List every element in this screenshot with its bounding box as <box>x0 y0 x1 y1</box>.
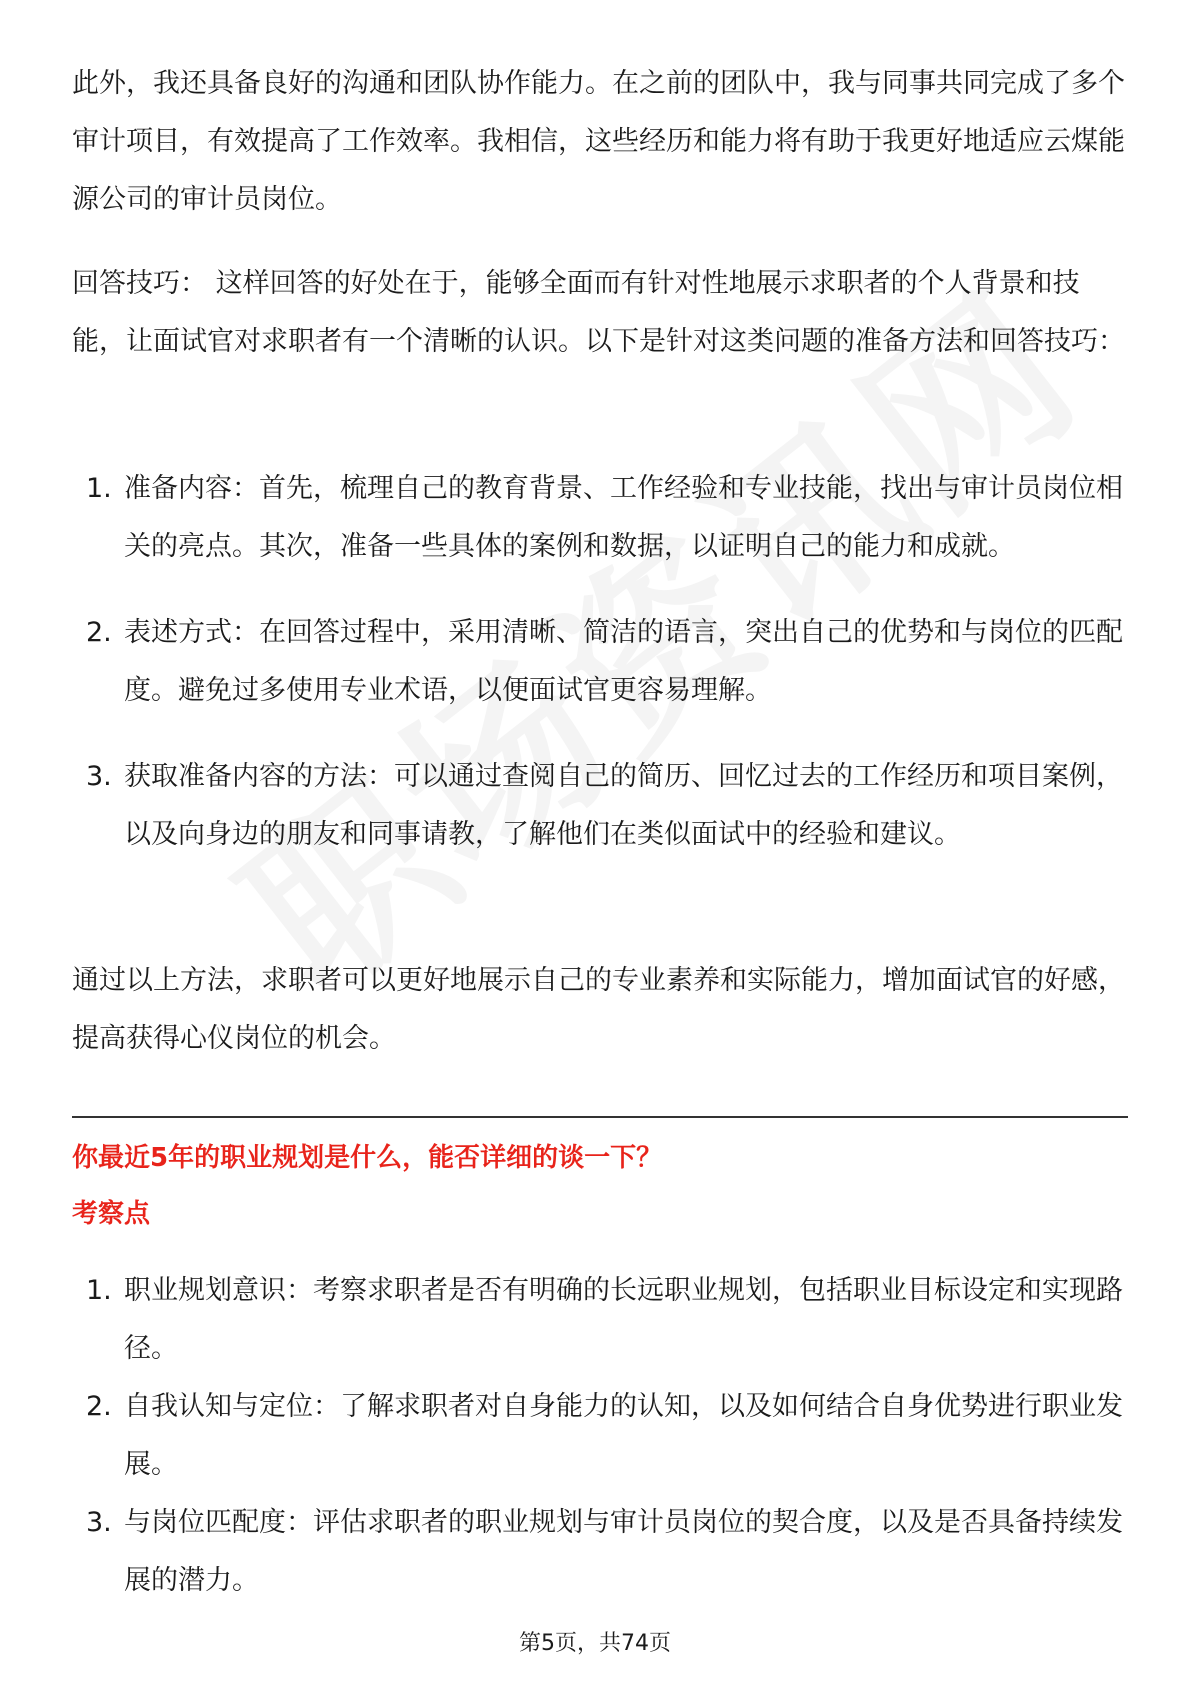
list-item <box>72 604 1128 720</box>
list-item-number: 1. <box>86 1275 112 1306</box>
list-item <box>72 748 1128 864</box>
list-item <box>72 1262 1128 1378</box>
list-item-text: 职业规划意识：考察求职者是否有明确的长远职业规划，包括职业目标设定和实现路径。 <box>124 1275 1123 1364</box>
assessment-points-heading: 考察点 <box>72 1199 151 1229</box>
list-item-number: 3. <box>86 1507 112 1538</box>
list-item <box>72 460 1128 576</box>
list-item-text: 表述方式：在回答过程中，采用清晰、简洁的语言，突出自己的优势和与岗位的匹配度。避免过多使用专业术语，以便面试官更容易理解。 <box>124 617 1123 706</box>
list-item-number: 2. <box>86 617 112 648</box>
list-item-text: 自我认知与定位：了解求职者对自身能力的认知，以及如何结合自身优势进行职业发展。 <box>124 1391 1123 1480</box>
tips-paragraph: 回答技巧： 这样回答的好处在于，能够全面而有针对性地展示求职者的个人背景和技能，让面试官对求职者有一个清晰的认识。以下是针对这类问题的准备方法和回答技巧： <box>72 268 1125 357</box>
conclusion-paragraph: 通过以上方法，求职者可以更好地展示自己的专业素养和实际能力，增加面试官的好感，提高获得心仪岗位的机会。 <box>72 965 1125 1054</box>
preparation-list <box>72 460 1128 892</box>
section-divider <box>72 1116 1128 1118</box>
intro-paragraph: 此外，我还具备良好的沟通和团队协作能力。在之前的团队中，我与同事共同完成了多个审计项目，有效提高了工作效率。我相信，这些经历和能力将有助于我更好地适应云煤能源公司的审计员岗位。 <box>72 68 1125 215</box>
page-number: 第5页，共74页 <box>519 1631 671 1656</box>
list-item-number: 2. <box>86 1391 112 1422</box>
list-item-number: 1. <box>86 473 112 504</box>
list-item-text: 获取准备内容的方法：可以通过查阅自己的简历、回忆过去的工作经历和项目案例，以及向身边的朋友和同事请教，了解他们在类似面试中的经验和建议。 <box>124 761 1123 850</box>
list-item-number: 3. <box>86 761 112 792</box>
list-item <box>72 1378 1128 1494</box>
assessment-points-list <box>72 1262 1128 1610</box>
list-item <box>72 1494 1128 1610</box>
question-heading: 你最近5年的职业规划是什么，能否详细的谈一下？ <box>72 1143 663 1173</box>
list-item-text: 准备内容：首先，梳理自己的教育背景、工作经验和专业技能，找出与审计员岗位相关的亮点。其次，准备一些具体的案例和数据，以证明自己的能力和成就。 <box>124 473 1123 562</box>
list-item-text: 与岗位匹配度：评估求职者的职业规划与审计员岗位的契合度，以及是否具备持续发展的潜力。 <box>124 1507 1123 1596</box>
